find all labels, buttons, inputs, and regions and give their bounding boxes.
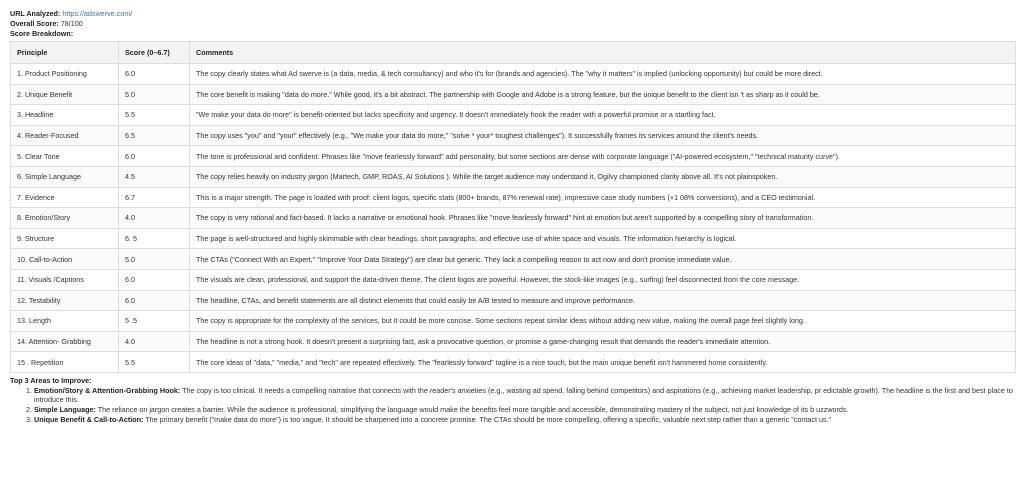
table-row: [11, 331, 1016, 352]
overall-score-value: 78/100: [60, 19, 83, 28]
column-header-comments: Comments: [190, 42, 1016, 64]
improve-heading: Top 3 Areas to Improve:: [10, 375, 92, 385]
improve-item-label: Unique Benefit & Call-to-Action:: [34, 414, 144, 424]
table-row: [11, 187, 1016, 208]
score-cell: 4.5: [119, 166, 190, 187]
column-header-principle: Principle: [11, 42, 119, 64]
overall-score-label: Overall Score:: [10, 19, 59, 28]
comment-cell: The CTAs ("Connect With an Expert," "Improve Your Data Strategy") are clear but generic. They lack a compelling reason to act now and don't promise immediate value.: [190, 249, 1016, 270]
principle-cell: 3. Headline: [11, 105, 119, 126]
comment-cell: This is a major strength. The page is loaded with proof: client logos, specific stats (800+ brands, 87% renewal rate), impressive case study numbers (+1 08% conversions), and a CEO testimonial.: [190, 187, 1016, 208]
score-cell: 6.5: [119, 125, 190, 146]
principle-cell: 6. Simple Language: [11, 166, 119, 187]
comment-cell: The headline is not a strong hook. It doesn't present a surprising fact, ask a provocative question, or promise a game-changing result that demands the reader's immediate attention.: [190, 331, 1016, 352]
table-row: [11, 125, 1016, 146]
principle-cell: 8. Emotion/Story: [11, 208, 119, 229]
principle-cell: 5. Clear Tone: [11, 146, 119, 167]
table-row: [11, 290, 1016, 311]
score-cell: 4.0: [119, 208, 190, 229]
comment-cell: The copy relies heavily on industry jargon (Martech, GMP, ROAS, AI Solutions ). While the target audience may understand it, Ogilvy championed clarity above all. It's not plainspoken.: [190, 166, 1016, 187]
score-line: [10, 19, 1014, 28]
breakdown-line: [10, 29, 1014, 38]
score-cell: 5.0: [119, 84, 190, 105]
score-cell: 4.0: [119, 331, 190, 352]
table-row: [11, 64, 1016, 85]
comment-cell: The core benefit is making "data do more." While good, it's a bit abstract. The partnership with Google and Adobe is a strong feature, but the unique benefit to the client isn 't as sharp as it could be.: [190, 84, 1016, 105]
score-cell: 6.0: [119, 64, 190, 85]
principle-cell: 13. Length: [11, 311, 119, 332]
comment-cell: The copy uses "you" and "your" effectively (e.g., "We make your data do more," "solve * your* toughest challenges"). It successfully frames its services around the client's needs.: [190, 125, 1016, 146]
table-row: [11, 352, 1016, 373]
comment-cell: The page is well-structured and highly skimmable with clear headings, short paragraphs, and effective use of white space and visuals. The information hierarchy is logical.: [190, 228, 1016, 249]
improve-item-text: The reliance on jargon creates a barrier. While the audience is professional, simplifying the language would make the benefits feel more tangible and accessible, demonstrating mastery of the subject, not just knowledge of its b uzzwords.: [97, 404, 849, 414]
principle-cell: 2. Unique Benefit: [11, 84, 119, 105]
score-breakdown-label: Score Breakdown:: [10, 29, 74, 38]
table-row: [11, 105, 1016, 126]
comment-cell: The tone is professional and confident. Phrases like "move fearlessly forward" add personality, but some sections are dense with corporate language ("AI-powered ecosystem," "technical maturity curve").: [190, 146, 1016, 167]
improve-item-text: The primary benefit ("make data do more") is too vague. It should be sharpened into a concrete promise. The CTAs should be more compelling, offering a specific, valuable next step rather than a generic "contact us.": [145, 414, 832, 424]
score-cell: 5.5: [119, 105, 190, 126]
principle-cell: 9. Structure: [11, 228, 119, 249]
improve-list: [10, 386, 1014, 424]
comment-cell: The copy clearly states what Ad swerve is (a data, media, & tech consultancy) and who it's for (brands and agencies). The "why it matters" is implied (unlocking opportunity) but could be more direct.: [190, 64, 1016, 85]
improve-item: [34, 405, 1014, 414]
score-cell: 5.0: [119, 249, 190, 270]
score-cell: 6.7: [119, 187, 190, 208]
table-row: [11, 269, 1016, 290]
principle-cell: 12. Testability: [11, 290, 119, 311]
improve-item-label: Simple Language:: [34, 404, 96, 414]
table-row: [11, 166, 1016, 187]
score-cell: 5.5: [119, 352, 190, 373]
comment-cell: "We make your data do more" is benefit-oriented but lacks specificity and urgency. It doesn't immediately hook the reader with a powerful promise or a startling fact.: [190, 105, 1016, 126]
principle-cell: 1. Product Positioning: [11, 64, 119, 85]
principle-cell: 7. Evidence: [11, 187, 119, 208]
improve-item-label: Emotion/Story & Attention-Grabbing Hook:: [34, 385, 181, 395]
principle-cell: 10. Call-to-Action: [11, 249, 119, 270]
comment-cell: The copy is appropriate for the complexity of the services, but it could be more concise. Some sections repeat similar ideas without adding new value, making the overall page feel slightly long.: [190, 311, 1016, 332]
score-table: [10, 41, 1016, 373]
comment-cell: The headline, CTAs, and benefit statements are all distinct elements that could easily be A/B tested to measure and improve performance.: [190, 290, 1016, 311]
table-row: [11, 228, 1016, 249]
score-cell: 6.0: [119, 290, 190, 311]
score-cell: 6. 5: [119, 228, 190, 249]
table-row: [11, 208, 1016, 229]
principle-cell: 4. Reader-Focused: [11, 125, 119, 146]
table-row: [11, 311, 1016, 332]
comment-cell: The core ideas of "data," "media," and "tech" are repeated effectively. The "fearlessly forward" tagline is a nice touch, but the main unique benefit isn't hammered home consistently.: [190, 352, 1016, 373]
url-line: [10, 9, 1014, 18]
comment-cell: The copy is very rational and fact-based. It lacks a narrative or emotional hook. Phrases like "move fearlessly forward" hint at emotion but aren't supported by a compelling story of transformation.: [190, 208, 1016, 229]
principle-cell: 14. Attention- Grabbing: [11, 331, 119, 352]
score-cell: 6.0: [119, 146, 190, 167]
table-header-row: [11, 42, 1016, 64]
improve-item: [34, 386, 1014, 404]
principle-cell: 15 . Repetition: [11, 352, 119, 373]
score-cell: 6.0: [119, 269, 190, 290]
principle-cell: 11. Visuals /Captions: [11, 269, 119, 290]
improve-item: [34, 415, 1014, 424]
url-label: URL Analyzed:: [10, 9, 61, 18]
score-table-body: [11, 64, 1016, 373]
analyzed-url-link[interactable]: https://adswerve.com/: [62, 9, 133, 18]
table-row: [11, 84, 1016, 105]
improve-item-text: The copy is too clinical. It needs a compelling narrative that connects with the reader's anxieties (e.g., wasting ad spend, falling behind competitors) and aspirations (e.g., achieving market leadership, pr edictable growth). The headline is the first and best place to introduce this.: [34, 385, 1013, 404]
comment-cell: The visuals are clean, professional, and support the data-driven theme. The client logos are powerful. However, the stock-like images (e.g., surfing) feel disconnected from the core message.: [190, 269, 1016, 290]
table-row: [11, 249, 1016, 270]
column-header-score: Score (0–6.7): [119, 42, 190, 64]
table-row: [11, 146, 1016, 167]
score-cell: 5 .5: [119, 311, 190, 332]
